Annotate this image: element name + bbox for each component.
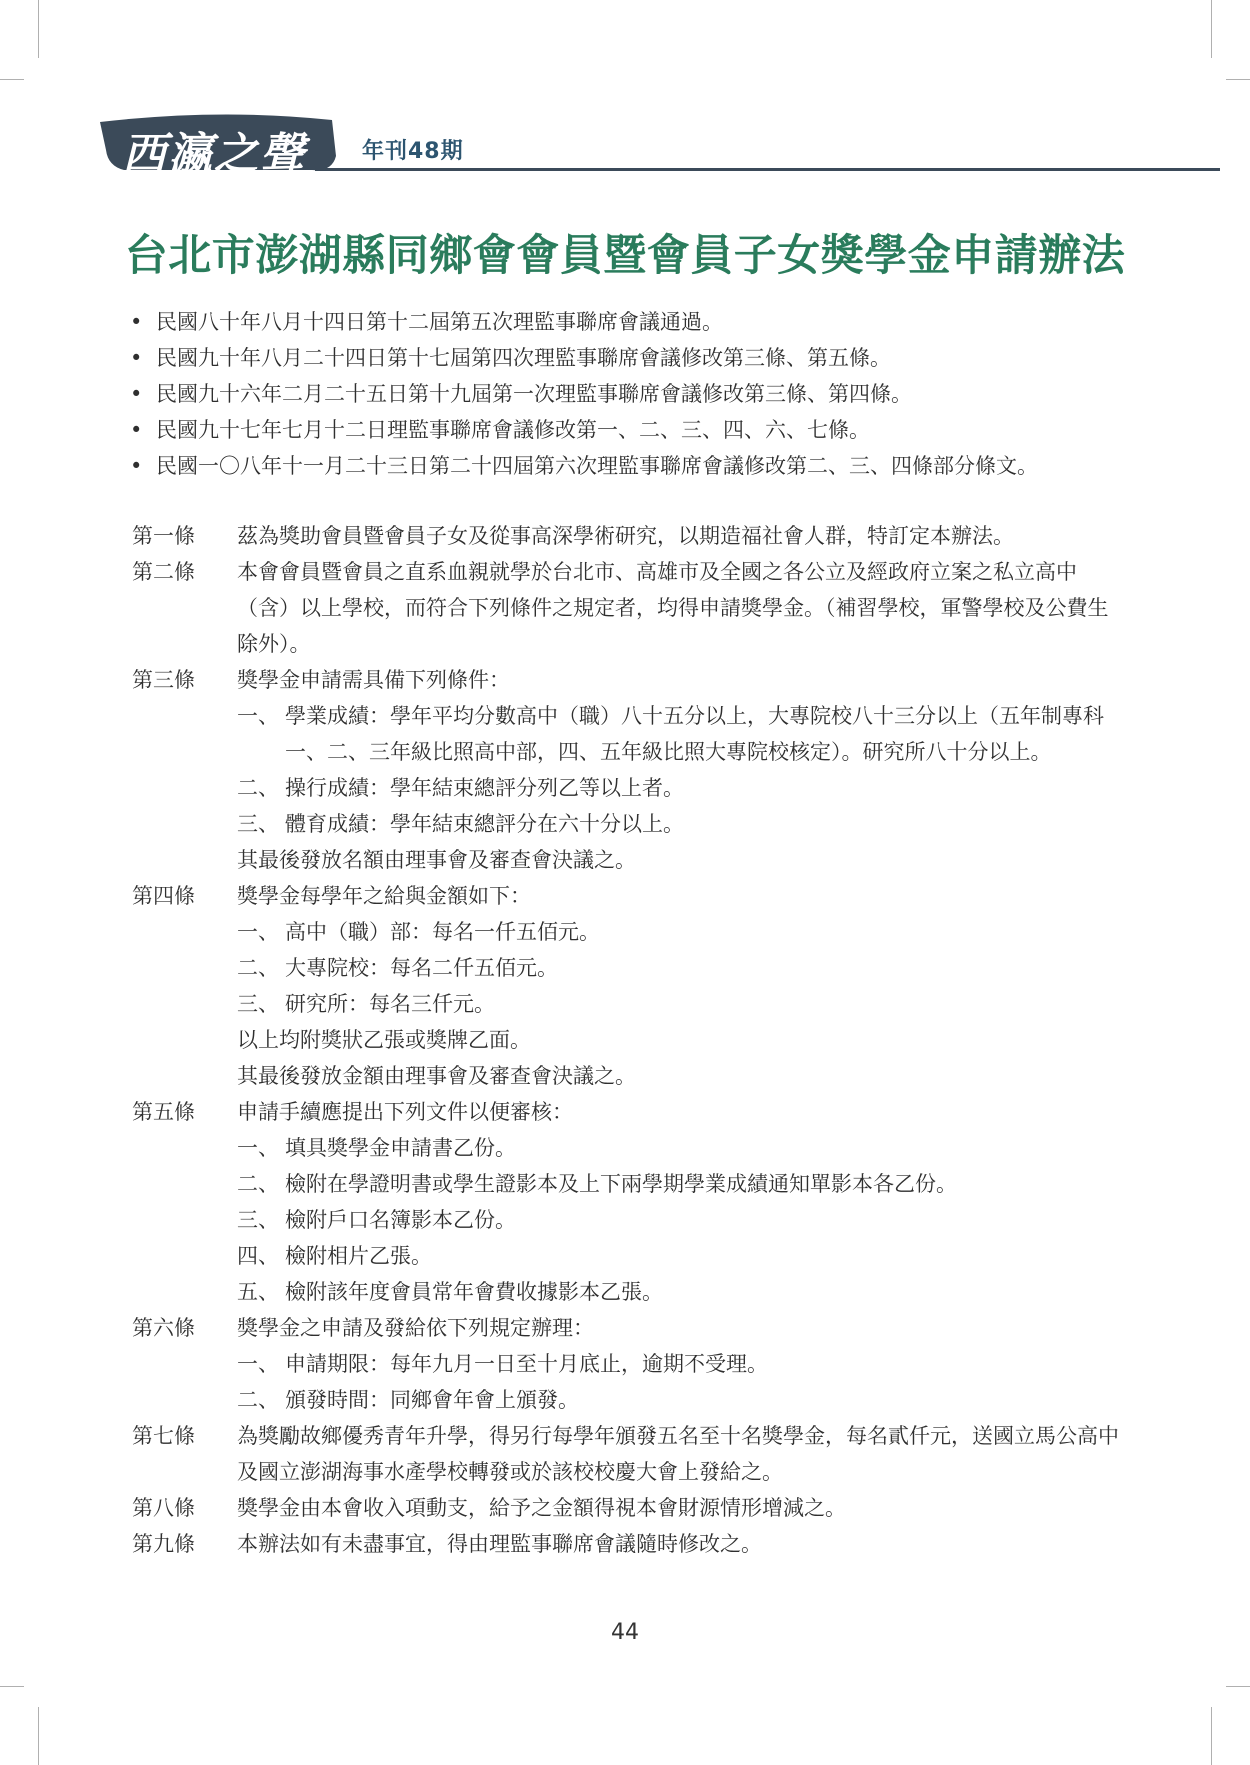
item-number: 四、: [237, 1244, 279, 1268]
item-number: 一、: [237, 704, 279, 728]
article-label: 第七條: [132, 1424, 195, 1448]
article-text: 獎學金由本會收入項動支，給予之金額得視本會財源情形增減之。: [237, 1496, 846, 1520]
article-item: [237, 1166, 1122, 1202]
article-text: 本辦法如有未盡事宜，得由理監事聯席會議隨時修改之。: [237, 1532, 762, 1556]
article-item: [237, 770, 1122, 806]
masthead-title: 西瀛之聲: [122, 129, 306, 180]
crop-mark: [1211, 0, 1212, 58]
bullet-icon: •: [130, 382, 143, 406]
article-item: [237, 806, 1122, 842]
article-text: 獎學金之申請及發給依下列規定辦理：: [237, 1316, 594, 1340]
article-3: [132, 662, 1122, 878]
article-item: [237, 1202, 1122, 1238]
item-number: 三、: [237, 1208, 279, 1232]
header-rule: [315, 168, 1220, 171]
article-closing: 其最後發放名額由理事會及審查會決議之。: [237, 848, 636, 872]
item-text: 學業成績：學年平均分數高中（職）八十五分以上，大專院校八十三分以上（五年制專科一、二、三年級比照高中部，四、五年級比照大專院校核定）。研究所八十分以上。: [285, 704, 1104, 764]
article-label: 第六條: [132, 1316, 195, 1340]
item-number: 二、: [237, 1172, 279, 1196]
history-item: [128, 340, 1128, 376]
article-text: 獎學金每學年之給與金額如下：: [237, 884, 531, 908]
article-1: [132, 518, 1122, 554]
item-number: 一、: [237, 1136, 279, 1160]
article-closing: 以上均附獎狀乙張或獎牌乙面。: [237, 1028, 531, 1052]
page-title: 台北市澎湖縣同鄉會會員暨會員子女獎學金申請辦法: [124, 231, 1126, 281]
article-item: [237, 1130, 1122, 1166]
article-text: 獎學金申請需具備下列條件：: [237, 668, 510, 692]
article-body: [237, 1418, 1122, 1490]
article-item: [237, 950, 1122, 986]
article-6: [132, 1310, 1122, 1418]
item-number: 二、: [237, 776, 279, 800]
history-item: [128, 448, 1128, 484]
item-text: 檢附該年度會員常年會費收據影本乙張。: [285, 1280, 663, 1304]
article-item: [237, 1274, 1122, 1310]
article-item: [237, 698, 1122, 770]
history-text: 民國一〇八年十一月二十三日第二十四屆第六次理監事聯席會議修改第二、三、四條部分條文。: [156, 454, 1038, 478]
article-label: 第八條: [132, 1496, 195, 1520]
article-body: [237, 1490, 1122, 1526]
history-item: [128, 412, 1128, 448]
crop-mark: [1226, 79, 1250, 80]
history-text: 民國八十年八月十四日第十二屆第五次理監事聯席會議通過。: [156, 310, 723, 334]
article-2: [132, 554, 1122, 662]
crop-mark: [1211, 1707, 1212, 1765]
article-label: 第九條: [132, 1532, 195, 1556]
page-number: 44: [611, 1620, 639, 1645]
item-text: 檢附在學證明書或學生證影本及上下兩學期學業成績通知單影本各乙份。: [285, 1172, 957, 1196]
page-header: [100, 112, 1120, 180]
article-body: [237, 518, 1122, 554]
article-body: [237, 1094, 1122, 1310]
article-label: 第二條: [132, 560, 195, 584]
item-text: 體育成績：學年結束總評分在六十分以上。: [285, 812, 684, 836]
article-body: [237, 1310, 1122, 1418]
item-text: 頒發時間：同鄉會年會上頒發。: [285, 1388, 579, 1412]
article-body: [237, 662, 1122, 878]
history-item: [128, 376, 1128, 412]
crop-mark: [0, 79, 24, 80]
crop-mark: [1226, 1686, 1250, 1687]
articles: [132, 518, 1122, 1562]
item-text: 大專院校：每名二仟五佰元。: [285, 956, 558, 980]
article-item: [237, 1346, 1122, 1382]
article-7: [132, 1418, 1122, 1490]
article-item: [237, 1238, 1122, 1274]
item-text: 高中（職）部：每名一仟五佰元。: [285, 920, 600, 944]
article-body: [237, 1526, 1122, 1562]
crop-mark: [38, 1707, 39, 1765]
item-text: 檢附戶口名簿影本乙份。: [285, 1208, 516, 1232]
article-text: 茲為獎助會員暨會員子女及從事高深學術研究，以期造福社會人群，特訂定本辦法。: [237, 524, 1014, 548]
item-number: 一、: [237, 1352, 279, 1376]
article-item: [237, 914, 1122, 950]
item-text: 申請期限：每年九月一日至十月底止，逾期不受理。: [285, 1352, 768, 1376]
article-item: [237, 1382, 1122, 1418]
item-text: 檢附相片乙張。: [285, 1244, 432, 1268]
article-text: 為獎勵故鄉優秀青年升學，得另行每學年頒發五名至十名獎學金，每名貳仟元，送國立馬公高中及國立澎湖海事水產學校轉發或於該校校慶大會上發給之。: [237, 1424, 1119, 1484]
history-text: 民國九十七年七月十二日理監事聯席會議修改第一、二、三、四、六、七條。: [156, 418, 870, 442]
history-text: 民國九十年八月二十四日第十七屆第四次理監事聯席會議修改第三條、第五條。: [156, 346, 891, 370]
article-label: 第四條: [132, 884, 195, 908]
article-body: [237, 554, 1122, 662]
item-number: 二、: [237, 1388, 279, 1412]
article-text: 本會會員暨會員之直系血親就學於台北市、高雄市及全國之各公立及經政府立案之私立高中（含）以上學校，而符合下列條件之規定者，均得申請獎學金。（補習學校，軍警學校及公費生除外）。: [237, 560, 1109, 656]
issue-label: 年刊48期: [362, 139, 464, 164]
article-5: [132, 1094, 1122, 1310]
article-8: [132, 1490, 1122, 1526]
bullet-icon: •: [130, 454, 143, 478]
bullet-icon: •: [130, 346, 143, 370]
amendment-history: [128, 304, 1128, 484]
article-4: [132, 878, 1122, 1094]
item-number: 一、: [237, 920, 279, 944]
item-number: 三、: [237, 992, 279, 1016]
item-text: 填具獎學金申請書乙份。: [285, 1136, 516, 1160]
article-label: 第三條: [132, 668, 195, 692]
article-label: 第五條: [132, 1100, 195, 1124]
item-text: 操行成績：學年結束總評分列乙等以上者。: [285, 776, 684, 800]
item-text: 研究所：每名三仟元。: [285, 992, 495, 1016]
item-number: 五、: [237, 1280, 279, 1304]
history-text: 民國九十六年二月二十五日第十九屆第一次理監事聯席會議修改第三條、第四條。: [156, 382, 912, 406]
article-9: [132, 1526, 1122, 1562]
bullet-icon: •: [130, 418, 143, 442]
item-number: 二、: [237, 956, 279, 980]
article-label: 第一條: [132, 524, 195, 548]
article-body: [237, 878, 1122, 1094]
article-text: 申請手續應提出下列文件以便審核：: [237, 1100, 573, 1124]
article-item: [237, 986, 1122, 1022]
article-closing: 其最後發放金額由理事會及審查會決議之。: [237, 1064, 636, 1088]
bullet-icon: •: [130, 310, 143, 334]
crop-mark: [38, 0, 39, 58]
crop-mark: [0, 1686, 24, 1687]
item-number: 三、: [237, 812, 279, 836]
history-item: [128, 304, 1128, 340]
